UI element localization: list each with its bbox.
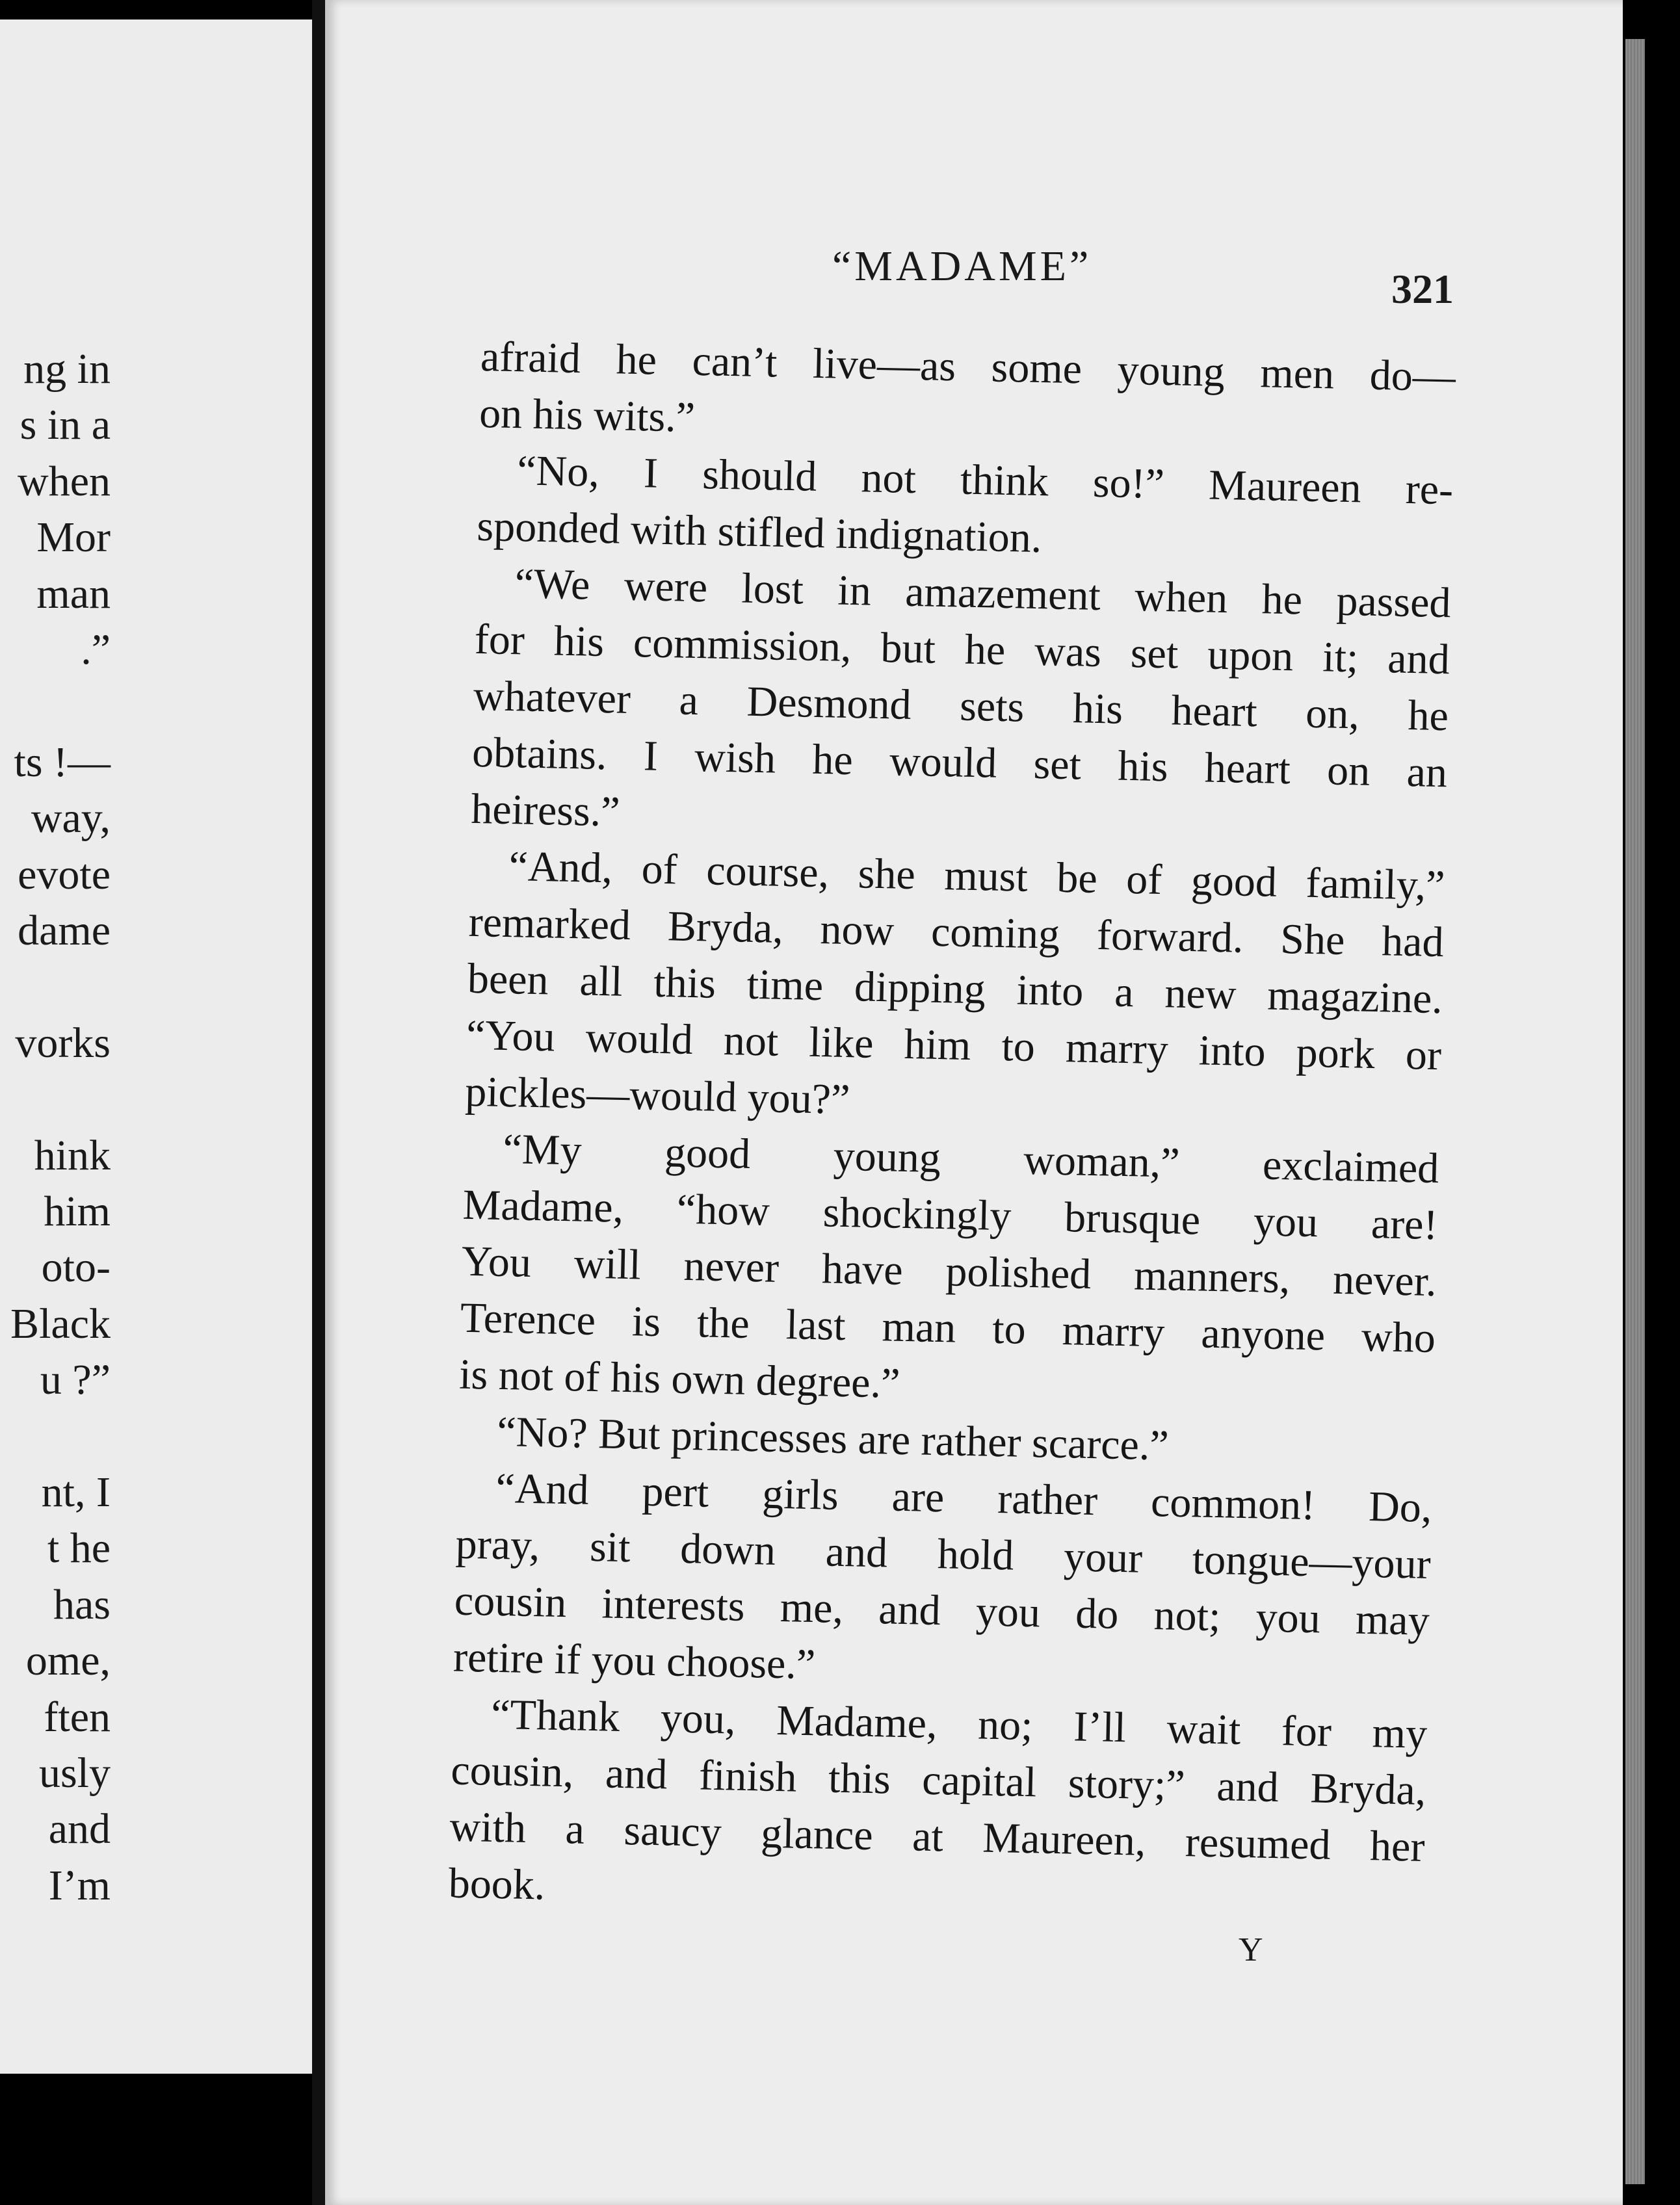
running-head: “MADAME”: [832, 242, 1092, 290]
text-line: “And, of course, she must be of good family,”: [508, 842, 1446, 910]
left-page-fragment: ng in: [23, 345, 111, 393]
left-page-fragment: t he: [47, 1524, 111, 1572]
text-line: “And pert girls are rather common! Do,: [495, 1464, 1433, 1532]
text-line: “No, I should not think so!” Maureen re-: [516, 447, 1454, 514]
body-text: [448, 328, 1456, 1932]
left-page-fragment: s in a: [20, 401, 111, 449]
left-page-fragment: oto-: [41, 1244, 111, 1292]
text-line: pray, sit down and hold your tongue—your: [455, 1520, 1432, 1588]
text-line: whatever a Desmond sets his heart on, he: [473, 672, 1449, 740]
text-line: with a saucy glance at Maureen, resumed her: [449, 1803, 1426, 1871]
text-line: heiress.”: [470, 785, 621, 836]
left-page-fragment: and: [48, 1805, 111, 1853]
left-page-fragment: man: [36, 569, 111, 618]
left-page-fragment: I’m: [48, 1861, 111, 1909]
text-line: “Thank you, Madame, no; I’ll wait for my: [490, 1690, 1428, 1758]
text-line: You will never have polished manners, never.: [461, 1237, 1437, 1306]
text-line: remarked Bryda, now coming forward. She had: [468, 898, 1445, 967]
left-page-fragment: ften: [44, 1693, 111, 1741]
text-line: pickles—would you?”: [464, 1067, 851, 1124]
text-line: retire if you choose.”: [453, 1633, 816, 1689]
left-page-fragment: usly: [38, 1749, 111, 1797]
text-line: afraid he can’t live—as some young men do—: [480, 332, 1456, 401]
left-page-fragment: Mor: [36, 514, 111, 562]
page-number: 321: [1391, 266, 1454, 312]
left-page-fragment: when: [18, 457, 111, 505]
text-line: book.: [448, 1859, 546, 1909]
left-page-fragment: dame: [18, 907, 111, 954]
text-line: Madame, “how shockingly brusque you are!: [462, 1181, 1439, 1249]
text-line: is not of his own degree.”: [458, 1350, 901, 1407]
text-line: cousin interests me, and you do not; you may: [454, 1576, 1430, 1645]
left-page-fragment: ome,: [25, 1637, 111, 1685]
text-line: “You would not like him to marry into pork or: [466, 1011, 1442, 1080]
text-line: Terence is the last man to marry anyone who: [460, 1294, 1436, 1363]
text-line: “No? But princesses are rather scarce.”: [496, 1407, 1170, 1470]
text-line: obtains. I wish he would set his heart on an: [471, 728, 1448, 797]
left-page-fragment: vorks: [15, 1019, 111, 1067]
text-line: “My good young woman,” exclaimed: [502, 1125, 1440, 1193]
left-page: [0, 20, 312, 2074]
left-page-fragment: Black: [10, 1299, 111, 1348]
signature-mark: Y: [1239, 1931, 1263, 1968]
left-page-fragment: way,: [31, 794, 111, 842]
left-page-fragment: .”: [81, 626, 111, 673]
text-line: sponded with stifled indignation.: [476, 502, 1043, 562]
page-edge-leaves: [1625, 39, 1645, 2184]
text-line: cousin, and finish this capital story;” and Bryda,: [450, 1746, 1426, 1814]
left-page-fragment: evote: [18, 850, 111, 898]
left-page-fragment: ts !—: [14, 738, 111, 786]
text-line: for his commission, but he was set upon it; and: [474, 615, 1450, 684]
text-line: “We were lost in amazement when he passed: [514, 560, 1452, 627]
left-page-fragment: him: [44, 1188, 111, 1235]
text-line: on his wits.”: [479, 389, 696, 441]
text-line: been all this time dipping into a new magazine.: [467, 954, 1443, 1023]
left-page-fragment: u ?”: [40, 1356, 111, 1404]
left-page-fragment: nt, I: [41, 1468, 111, 1516]
left-page-fragment: has: [53, 1580, 111, 1628]
left-page-fragment: hink: [34, 1131, 111, 1179]
